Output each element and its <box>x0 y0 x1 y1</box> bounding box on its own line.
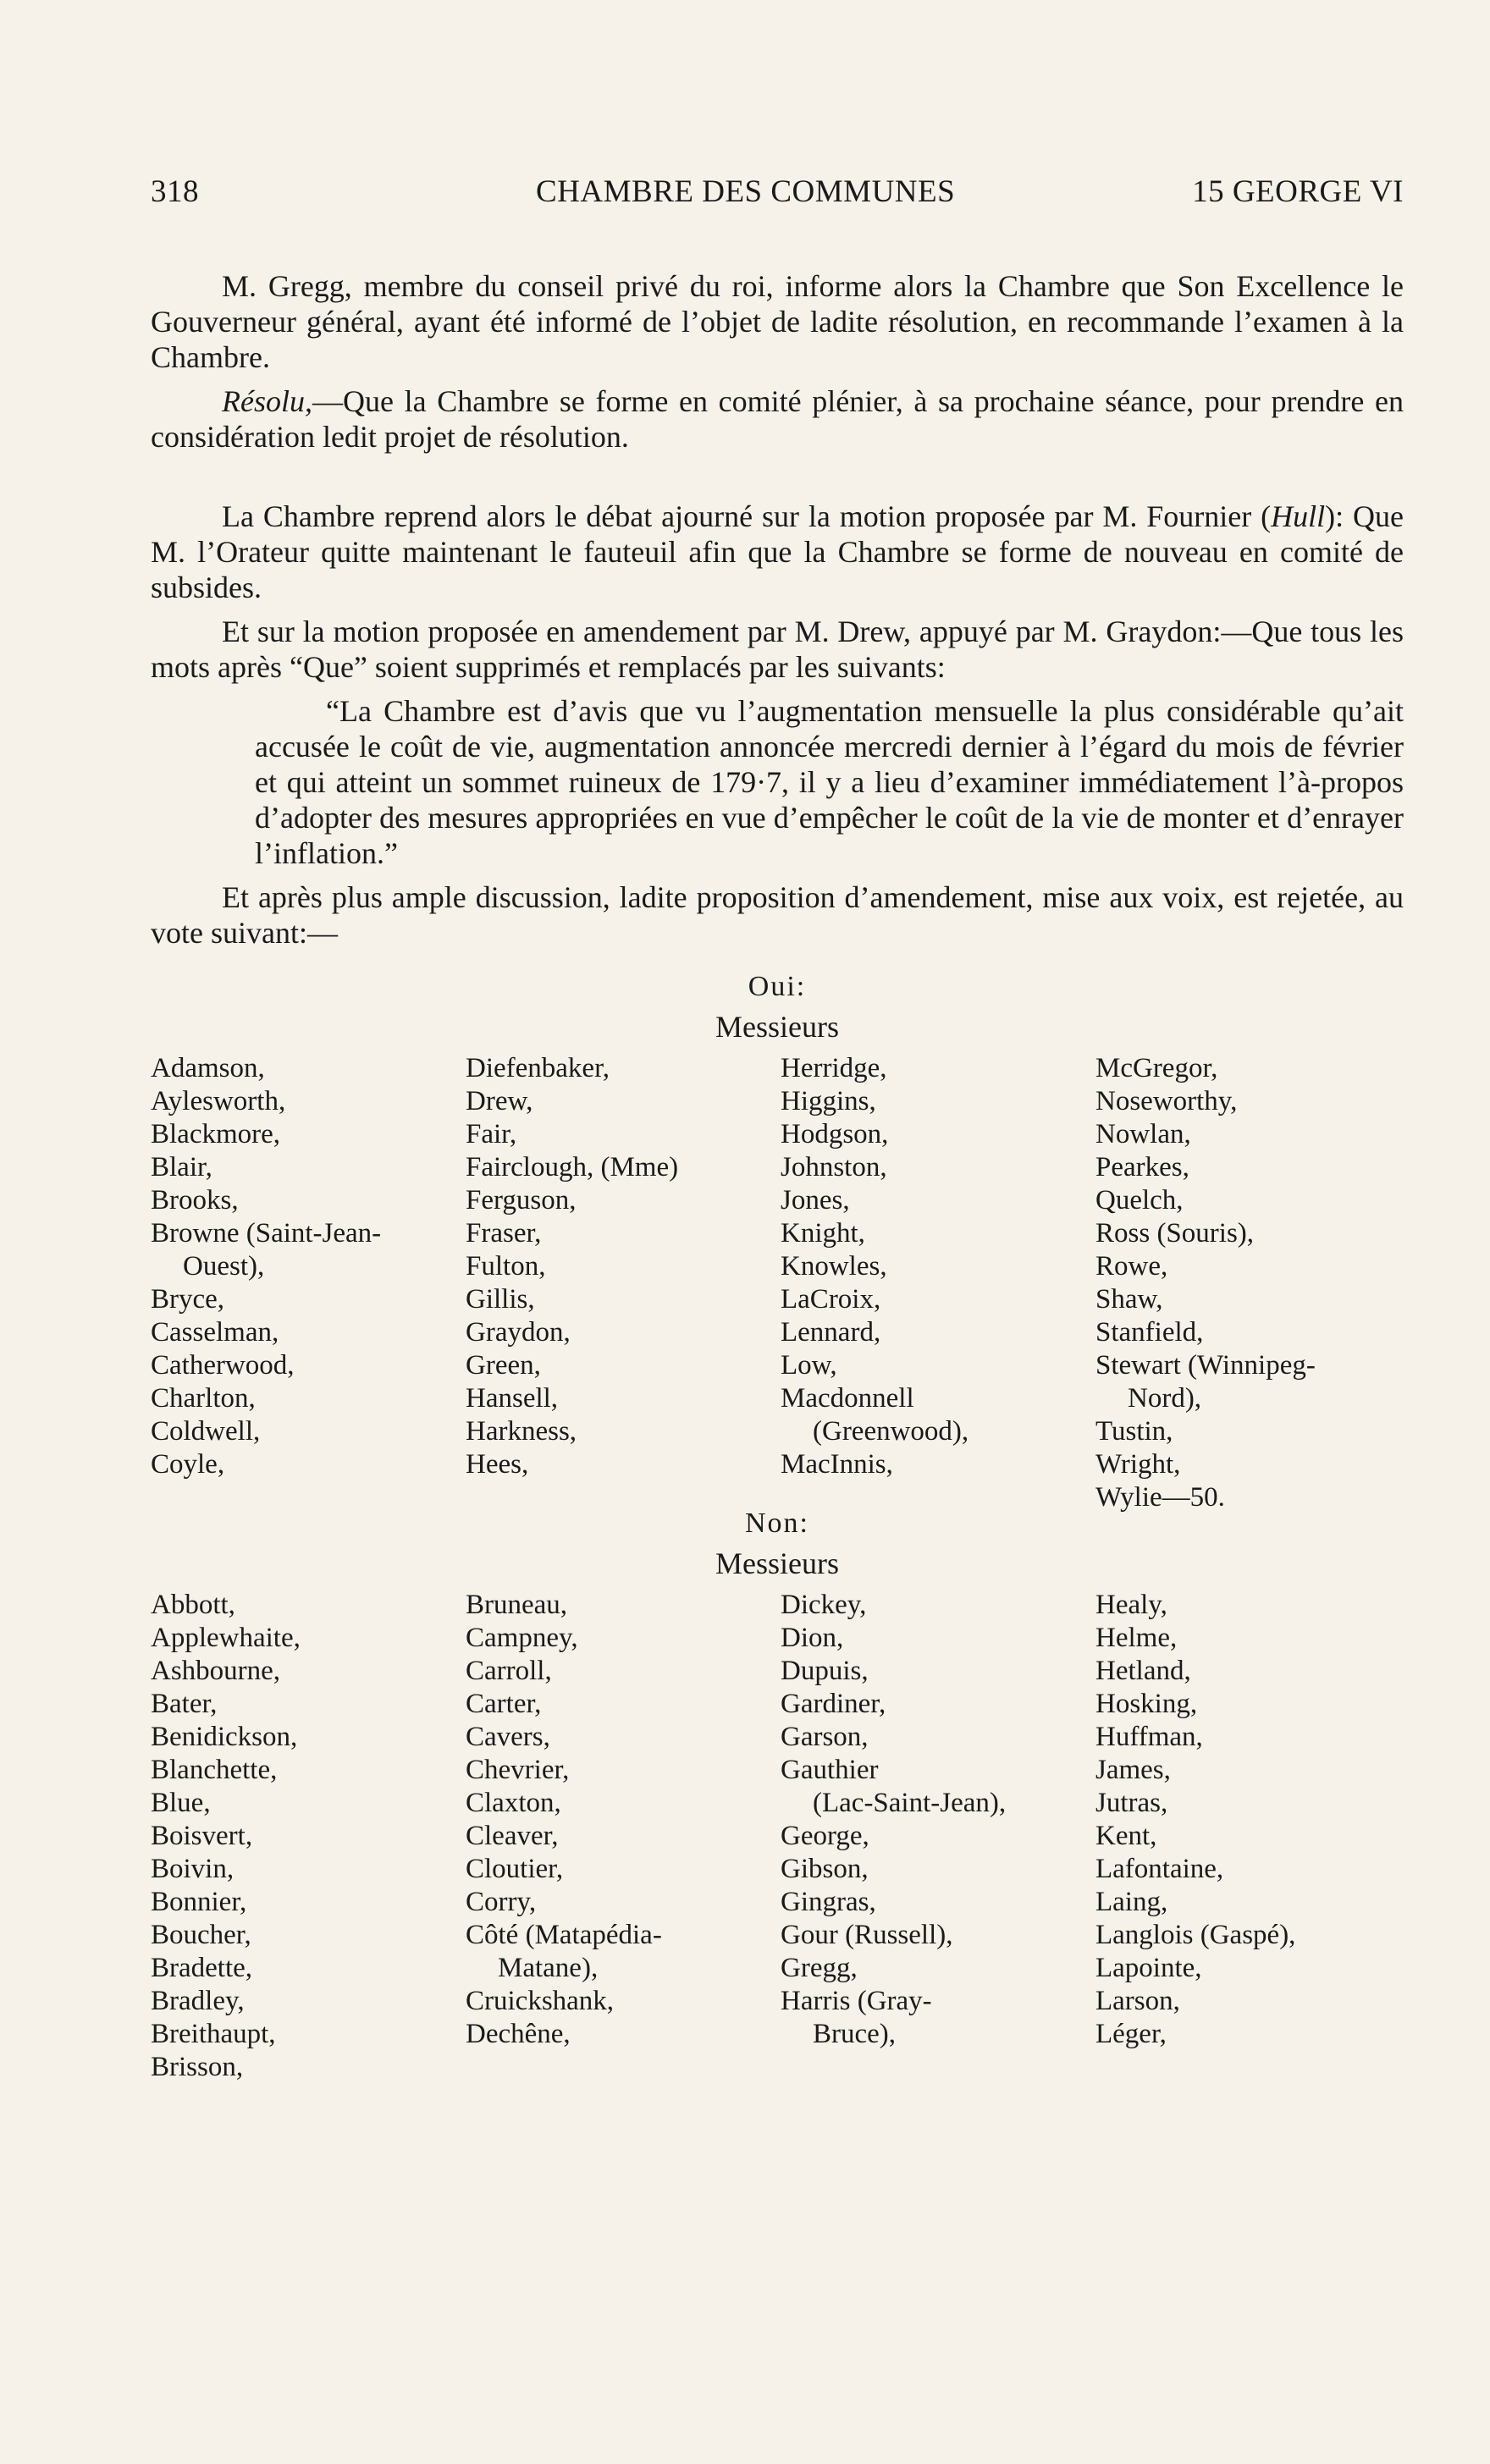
member-name: Dickey, <box>781 1590 867 1620</box>
member-name: Cavers, <box>466 1722 550 1752</box>
member-name: Catherwood, <box>151 1350 295 1381</box>
member-name: Chevrier, <box>466 1755 570 1785</box>
member-name: Bruneau, <box>466 1590 568 1620</box>
member-name: Green, <box>466 1350 541 1381</box>
member-name: Tustin, <box>1095 1416 1173 1447</box>
member-name: Carter, <box>466 1689 542 1719</box>
yeas-name-list <box>151 1052 1404 1514</box>
nays-column <box>781 1589 1095 2084</box>
member-name: Johnston, <box>781 1152 887 1182</box>
member-name: Fair, <box>466 1119 517 1149</box>
resolution-label: Résolu, <box>222 384 312 418</box>
nays-column <box>151 1589 466 2084</box>
member-name: Brooks, <box>151 1185 239 1215</box>
member-name: Ross (Souris), <box>1095 1218 1255 1249</box>
member-name: Larson, <box>1095 1986 1180 2016</box>
member-name: Brisson, <box>151 2052 244 2082</box>
member-name: Garson, <box>781 1722 869 1752</box>
member-name: Higgins, <box>781 1086 876 1116</box>
member-name: James, <box>1095 1755 1171 1785</box>
member-name: Lapointe, <box>1095 1953 1202 1983</box>
member-name: Ashbourne, <box>151 1656 281 1686</box>
member-name: Laing, <box>1095 1887 1168 1917</box>
member-name: Helme, <box>1095 1623 1178 1653</box>
member-name: Huffman, <box>1095 1722 1203 1752</box>
member-name: Gardiner, <box>781 1689 886 1719</box>
member-name: Breithaupt, <box>151 2019 276 2049</box>
member-name: Lennard, <box>781 1317 881 1348</box>
member-name: Pearkes, <box>1095 1152 1189 1182</box>
member-name: Cloutier, <box>466 1854 564 1884</box>
member-name: Cruickshank, <box>466 1986 615 2016</box>
paragraph-resolution: Résolu,—Que la Chambre se forme en comité plénier, à sa prochaine séance, pour prendre en considération ledit projet de résolution. <box>151 384 1404 454</box>
member-name: Low, <box>781 1350 837 1381</box>
member-name: Healy, <box>1095 1590 1167 1620</box>
member-name: Bradley, <box>151 1986 245 2016</box>
member-name: Blue, <box>151 1788 211 1818</box>
member-name: Blanchette, <box>151 1755 278 1785</box>
member-name: (Greenwood), <box>813 1416 969 1447</box>
member-name: Coldwell, <box>151 1416 261 1447</box>
member-name: Hetland, <box>1095 1656 1191 1686</box>
paragraph-vote-result: Et après plus ample discussion, ladite proposition d’amendement, mise aux voix, est rejetée, au vote suivant:— <box>151 880 1404 950</box>
member-name: Cleaver, <box>466 1821 559 1851</box>
member-name: Macdonnell <box>781 1383 914 1414</box>
page-number: 318 <box>151 174 199 209</box>
member-name: Claxton, <box>466 1788 561 1818</box>
member-name: Benidickson, <box>151 1722 298 1752</box>
nays-subheading: Messieurs <box>715 1546 839 1580</box>
member-name: Blair, <box>151 1152 212 1182</box>
yeas-column <box>1095 1052 1404 1514</box>
member-name: Boivin, <box>151 1854 235 1884</box>
member-name: McGregor, <box>1095 1053 1218 1083</box>
member-name: Corry, <box>466 1887 537 1917</box>
member-name: Fairclough, (Mme) <box>466 1152 679 1182</box>
member-name: Casselman, <box>151 1317 279 1348</box>
paragraph-amendment: Et sur la motion proposée en amendement par M. Drew, appuyé par M. Graydon:—Que tous les mots après “Que” soient supprimés et remplacés par les suivants: <box>151 615 1404 684</box>
member-name: Côté (Matapédia- <box>466 1920 662 1950</box>
member-name: Adamson, <box>151 1053 265 1083</box>
yeas-section <box>151 967 1404 1513</box>
member-name: Quelch, <box>1095 1185 1184 1215</box>
member-name: Hodgson, <box>781 1119 889 1149</box>
member-name: Carroll, <box>466 1656 552 1686</box>
member-name: Bradette, <box>151 1953 253 1983</box>
member-name: Hosking, <box>1095 1689 1198 1719</box>
member-name: Kent, <box>1095 1821 1157 1851</box>
member-name: Blackmore, <box>151 1119 281 1149</box>
member-name: Noseworthy, <box>1095 1086 1238 1116</box>
nays-column <box>1095 1589 1404 2084</box>
member-name: Fulton, <box>466 1251 546 1282</box>
member-name: Stanfield, <box>1095 1317 1204 1348</box>
member-name: Boucher, <box>151 1920 251 1950</box>
member-name: Nowlan, <box>1095 1119 1191 1149</box>
member-name: Dion, <box>781 1623 844 1653</box>
member-name: Ferguson, <box>466 1185 577 1215</box>
member-name: Jutras, <box>1095 1788 1168 1818</box>
member-name: Bryce, <box>151 1284 225 1315</box>
yeas-heading: Oui: <box>748 971 807 1002</box>
member-name: Aylesworth, <box>151 1086 286 1116</box>
member-name: Applewhaite, <box>151 1623 301 1653</box>
member-name: Wright, <box>1095 1449 1181 1480</box>
member-name: Diefenbaker, <box>466 1053 610 1083</box>
member-name: Rowe, <box>1095 1251 1168 1282</box>
member-name: Langlois (Gaspé), <box>1095 1920 1296 1950</box>
member-name: Lafontaine, <box>1095 1854 1224 1884</box>
member-name: Gour (Russell), <box>781 1920 953 1950</box>
member-name: MacInnis, <box>781 1449 893 1480</box>
member-name: Nord), <box>1128 1383 1202 1414</box>
member-name: Bruce), <box>813 2019 897 2049</box>
member-name: Graydon, <box>466 1317 571 1348</box>
nays-section <box>151 1504 1404 2084</box>
riding-name: Hull <box>1271 499 1326 533</box>
member-name: Gillis, <box>466 1284 535 1315</box>
yeas-column <box>466 1052 781 1514</box>
member-name: Shaw, <box>1095 1284 1163 1315</box>
member-name: Gregg, <box>781 1953 858 1983</box>
member-name: Hees, <box>466 1449 529 1480</box>
member-name: Ouest), <box>183 1251 265 1282</box>
member-name: LaCroix, <box>781 1284 881 1315</box>
member-name: Dupuis, <box>781 1656 869 1686</box>
paragraph-recommendation: M. Gregg, membre du conseil privé du roi, informe alors la Chambre que Son Excellence le Gouverneur général, ayant été informé de l’objet de ladite résolution, en recommande l’examen à la Chambre. <box>151 269 1404 374</box>
member-name: Browne (Saint-Jean- <box>151 1218 382 1249</box>
member-name: Gingras, <box>781 1887 876 1917</box>
member-name: Fraser, <box>466 1218 542 1249</box>
member-name: (Lac-Saint-Jean), <box>813 1788 1007 1818</box>
session-label: 15 GEORGE VI <box>1192 174 1404 209</box>
member-name: Stewart (Winnipeg- <box>1095 1350 1316 1381</box>
member-name: Coyle, <box>151 1449 225 1480</box>
member-name: Léger, <box>1095 2019 1167 2049</box>
member-name: Bater, <box>151 1689 218 1719</box>
member-name: Campney, <box>466 1623 578 1653</box>
member-name: Bonnier, <box>151 1887 247 1917</box>
member-name: Drew, <box>466 1086 533 1116</box>
member-name: Matane), <box>498 1953 599 1983</box>
nays-name-list <box>151 1589 1404 2084</box>
member-name: Wylie—50. <box>1095 1482 1225 1513</box>
member-name: Abbott, <box>151 1590 235 1620</box>
nays-heading: Non: <box>745 1508 809 1539</box>
member-name: Jones, <box>781 1185 850 1215</box>
page-title: CHAMBRE DES COMMUNES <box>536 174 956 209</box>
member-name: Gauthier <box>781 1755 879 1785</box>
document-page <box>151 174 1404 2084</box>
amendment-quote: “La Chambre est d’avis que vu l’augmentation mensuelle la plus considérable qu’ait accusée le coût de vie, augmentation annoncée mercredi dernier à l’égard du mois de février et qui atteint un sommet ruineux de 179·7, il y a lieu d’examiner immédiatement l’à-propos d’adopter des mesures appropriées en vue d’empêcher le coût de la vie de monter et d’enrayer l’inflation.” <box>255 694 1404 870</box>
paragraph-debate: La Chambre reprend alors le débat ajourné sur la motion proposée par M. Fournier (Hull): Que M. l’Orateur quitte maintenant le fauteuil afin que la Chambre se forme de nouveau en comité de subsides. <box>151 499 1404 604</box>
yeas-subheading: Messieurs <box>715 1010 839 1044</box>
member-name: Gibson, <box>781 1854 869 1884</box>
member-name: Harris (Gray- <box>781 1986 932 2016</box>
member-name: Dechêne, <box>466 2019 571 2049</box>
member-name: Knight, <box>781 1218 865 1249</box>
member-name: Hansell, <box>466 1383 559 1414</box>
yeas-column <box>781 1052 1095 1514</box>
member-name: Harkness, <box>466 1416 577 1447</box>
member-name: George, <box>781 1821 869 1851</box>
nays-column <box>466 1589 781 2084</box>
body-text <box>151 268 1404 951</box>
member-name: Boisvert, <box>151 1821 253 1851</box>
running-header <box>151 174 1404 224</box>
member-name: Charlton, <box>151 1383 256 1414</box>
member-name: Knowles, <box>781 1251 887 1282</box>
member-name: Herridge, <box>781 1053 887 1083</box>
yeas-column <box>151 1052 466 1514</box>
